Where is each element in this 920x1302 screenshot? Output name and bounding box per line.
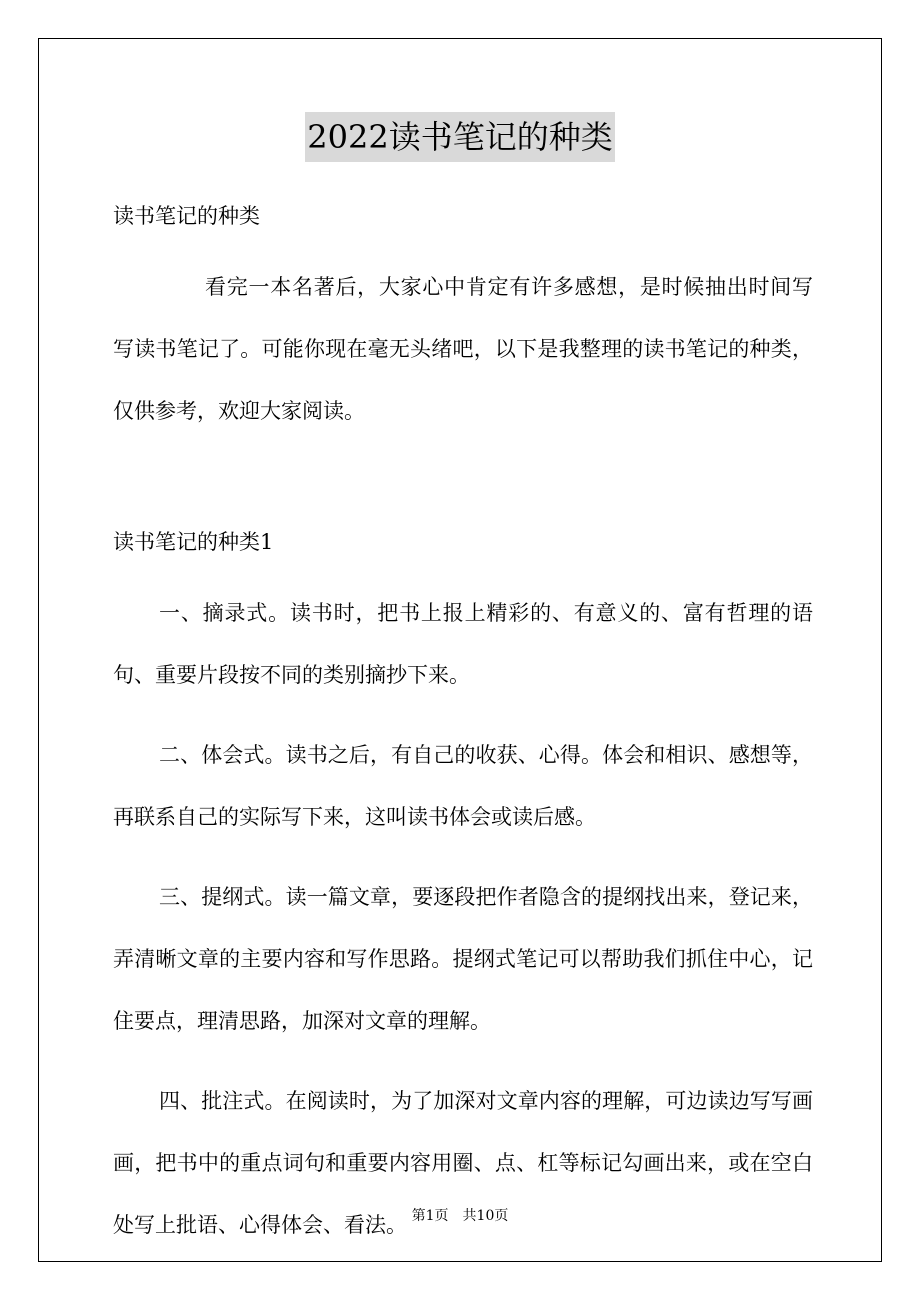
section-heading: 读书笔记的种类1 bbox=[113, 530, 274, 554]
intro-paragraph: 看完一本名著后，大家心中肯定有许多感想，是时候抽出时间写写读书笔记了。可能你现在毫无头绪吧，以下是我整理的读书笔记的种类，仅供参考，欢迎大家阅读。 bbox=[113, 275, 813, 423]
list-item-1: 一、摘录式。读书时，把书上报上精彩的、有意义的、富有哲理的语句、重要片段按不同的类别摘抄下来。 bbox=[113, 601, 813, 687]
list-item-3: 三、提纲式。读一篇文章，要逐段把作者隐含的提纲找出来，登记来，弄清晰文章的主要内容和写作思路。提纲式笔记可以帮助我们抓住中心，记住要点，理清思路，加深对文章的理解。 bbox=[113, 885, 813, 1033]
document-title: 2022读书笔记的种类 bbox=[305, 112, 614, 162]
document-body bbox=[113, 194, 813, 1256]
list-item-2: 二、体会式。读书之后，有自己的收获、心得。体会和相识、感想等，再联系自己的实际写下来，这叫读书体会或读后感。 bbox=[113, 743, 813, 829]
title-container bbox=[0, 112, 920, 162]
subtitle: 读书笔记的种类 bbox=[113, 204, 260, 228]
page-footer bbox=[0, 1206, 920, 1226]
list-item-4: 四、批注式。在阅读时，为了加深对文章内容的理解，可边读边写写画画，把书中的重点词句和重要内容用圈、点、杠等标记勾画出来，或在空白处写上批语、心得体会、看法。 bbox=[113, 1089, 813, 1237]
page-number: 第1页 bbox=[411, 1208, 449, 1224]
page-total: 共10页 bbox=[462, 1208, 509, 1224]
